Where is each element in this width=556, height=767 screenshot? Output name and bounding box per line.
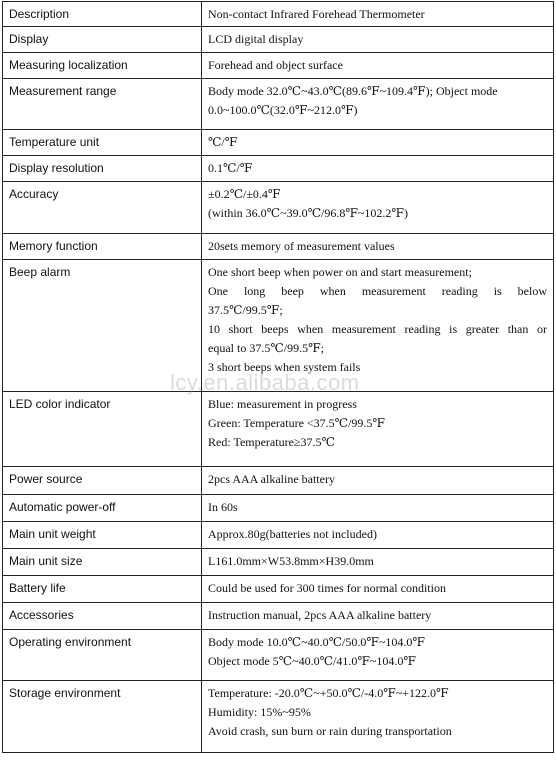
spec-value [202,630,554,681]
spec-value [202,260,554,392]
spec-value [202,182,554,234]
spec-label: Power source [3,467,202,495]
spec-value-line: 10 short beeps when measurement reading is greater than or [208,322,547,336]
spec-label: Measuring localization [3,53,202,79]
spec-value-line: 2pcs AAA alkaline battery [208,472,335,486]
spec-label: Storage environment [3,681,202,753]
spec-value [202,392,554,467]
spec-label: Accessories [3,603,202,630]
spec-label: Display resolution [3,156,202,182]
spec-value [202,495,554,522]
spec-label: Automatic power-off [3,495,202,522]
spec-value-line: 37.5℃/99.5℉; [208,303,283,317]
spec-row [3,495,554,522]
spec-value [202,53,554,79]
spec-value-line: 3 short beeps when system fails [208,360,361,374]
spec-value [202,522,554,549]
spec-row [3,603,554,630]
spec-label: Memory function [3,234,202,260]
spec-value-line: Approx.80g(batteries not included) [208,527,377,541]
spec-row [3,27,554,53]
spec-label: LED color indicator [3,392,202,467]
watermark: lcy.en.alibaba.com [170,370,360,395]
spec-label: Operating environment [3,630,202,681]
spec-value-line: 0.1℃/℉ [208,161,253,175]
spec-value [202,130,554,156]
spec-row [3,392,554,467]
spec-row [3,467,554,495]
spec-label: Battery life [3,576,202,603]
spec-label: Temperature unit [3,130,202,156]
spec-label: Measurement range [3,79,202,130]
spec-label: Main unit size [3,549,202,576]
spec-value-line: One long beep when measurement reading is below [208,284,547,298]
spec-value-line: LCD digital display [208,32,304,46]
spec-value-line: Red: Temperature≥37.5℃ [208,435,335,449]
spec-row [3,130,554,156]
spec-row [3,576,554,603]
spec-value-line: Body mode 32.0℃~43.0℃(89.6℉~109.4℉); Object mode [208,84,498,98]
spec-value [202,27,554,53]
spec-value [202,681,554,753]
spec-value [202,576,554,603]
spec-value-line: (within 36.0℃~39.0℃/96.8℉~102.2℉) [208,206,408,220]
spec-value [202,234,554,260]
spec-value-line: In 60s [208,500,238,514]
spec-row [3,182,554,234]
spec-value-line: Avoid crash, sun burn or rain during transportation [208,724,452,738]
spec-row [3,53,554,79]
spec-value [202,549,554,576]
spec-row [3,630,554,681]
spec-row [3,522,554,549]
spec-value-line: One short beep when power on and start measurement; [208,265,472,279]
spec-row [3,2,554,27]
spec-row [3,260,554,392]
spec-value [202,467,554,495]
spec-value-line: ±0.2℃/±0.4℉ [208,187,281,201]
spec-value-line: Instruction manual, 2pcs AAA alkaline battery [208,608,432,622]
spec-label: Display [3,27,202,53]
spec-row [3,79,554,130]
spec-value-line: 20sets memory of measurement values [208,239,395,253]
spec-value-line: Temperature: -20.0℃~+50.0℃/-4.0℉~+122.0℉ [208,686,449,700]
spec-value-line: Could be used for 300 times for normal condition [208,581,446,595]
spec-value [202,79,554,130]
spec-value-line: Blue: measurement in progress [208,397,357,411]
spec-label: Description [3,2,202,27]
spec-row [3,234,554,260]
spec-value-line: L161.0mm×W53.8mm×H39.0mm [208,554,374,568]
spec-value-line: Object mode 5℃~40.0℃/41.0℉~104.0℉ [208,654,416,668]
spec-value-line: Humidity: 15%~95% [208,705,311,719]
spec-value-line: Forehead and object surface [208,58,343,72]
spec-value-line: Body mode 10.0℃~40.0℃/50.0℉~104.0℉ [208,635,425,649]
spec-row [3,681,554,753]
spec-table [2,1,554,753]
spec-value [202,603,554,630]
spec-value-line: ℃/℉ [208,135,238,149]
spec-sheet [2,1,554,753]
spec-row [3,549,554,576]
spec-value-line: Non-contact Infrared Forehead Thermometer [208,7,425,21]
spec-value [202,156,554,182]
spec-value-line: Green: Temperature <37.5℃/99.5℉ [208,416,385,430]
spec-label: Main unit weight [3,522,202,549]
spec-label: Beep alarm [3,260,202,392]
spec-row [3,156,554,182]
spec-value [202,2,554,27]
spec-table-body [3,2,554,753]
spec-value-line: 0.0~100.0℃(32.0℉~212.0℉) [208,103,358,117]
spec-label: Accuracy [3,182,202,234]
spec-value-line: equal to 37.5℃/99.5℉; [208,341,324,355]
